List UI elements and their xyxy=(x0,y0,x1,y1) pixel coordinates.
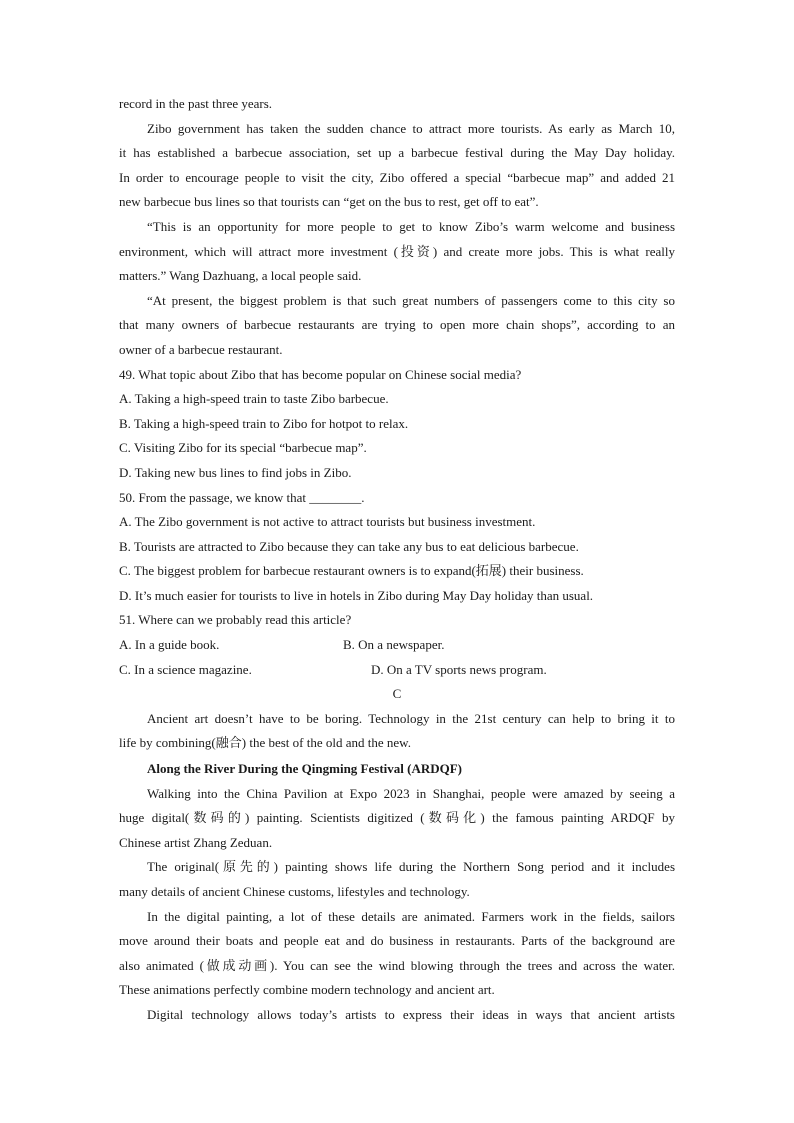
passage-b-line: In order to encourage people to visit the city, Zibo offered a special “barbecue map” and added 21 xyxy=(119,169,675,185)
question-49-stem: 49. What topic about Zibo that has become popular on Chinese social media? xyxy=(119,366,522,382)
question-50-option-a: A. The Zibo government is not active to attract tourists but business investment. xyxy=(119,514,536,530)
passage-c-line: These animations perfectly combine modern technology and ancient art. xyxy=(119,982,495,998)
passage-b-line: environment, which will attract more investment (投资) and create more jobs. This is what really xyxy=(119,243,675,259)
passage-b-line: it has established a barbecue association, set up a barbecue festival during the May Day holiday. xyxy=(119,145,675,161)
passage-c-line: many details of ancient Chinese customs, lifestyles and technology. xyxy=(119,884,470,899)
passage-b-line: Zibo government has taken the sudden chance to attract more tourists. As early as March 10, xyxy=(147,120,675,136)
question-51-options-row-2 xyxy=(119,658,675,683)
question-51-option-d: D. On a TV sports news program. xyxy=(371,661,547,677)
question-51-options-row-1 xyxy=(119,633,675,658)
passage-b-line: “At present, the biggest problem is that such great numbers of passengers come to this city so xyxy=(147,292,675,308)
question-49-option-c: C. Visiting Zibo for its special “barbecue map”. xyxy=(119,440,367,456)
passage-c-line: The original(原先的) painting shows life during the Northern Song period and it includes xyxy=(147,859,675,875)
passage-c-heading: Along the River During the Qingming Festival (ARDQF) xyxy=(147,761,462,777)
passage-b-line: owner of a barbecue restaurant. xyxy=(119,341,283,357)
question-49-option-a: A. Taking a high-speed train to taste Zibo barbecue. xyxy=(119,391,389,407)
passage-c-intro-line: Ancient art doesn’t have to be boring. Technology in the 21st century can help to bring it to xyxy=(147,710,675,726)
passage-b-line: record in the past three years. xyxy=(119,96,273,111)
passage-c-line: move around their boats and people eat and do business in restaurants. Parts of the background are xyxy=(119,933,675,949)
question-50-option-b: B. Tourists are attracted to Zibo because they can take any bus to eat delicious barbecue. xyxy=(119,538,579,554)
question-49-option-d: D. Taking new bus lines to find jobs in Zibo. xyxy=(119,464,352,480)
passage-c-intro-line: life by combining(融合) the best of the old and the new. xyxy=(119,735,411,751)
question-49-option-b: B. Taking a high-speed train to Zibo for hotpot to relax. xyxy=(119,415,409,431)
question-51-option-b: B. On a newspaper. xyxy=(343,637,445,653)
passage-c-line: Walking into the China Pavilion at Expo 2023 in Shanghai, people were amazed by seeing a xyxy=(147,785,675,801)
passage-c-line: In the digital painting, a lot of these details are animated. Farmers work in the fields, sailors xyxy=(147,908,675,924)
passage-c-line: also animated (做成动画). You can see the wind blowing through the trees and across the water. xyxy=(119,957,675,973)
question-50-stem: 50. From the passage, we know that ________. xyxy=(119,489,365,505)
question-51-option-a: A. In a guide book. xyxy=(119,637,220,653)
passage-c-line: Digital technology allows today’s artists to express their ideas in ways that ancient artists xyxy=(147,1006,675,1022)
question-50-option-d: D. It’s much easier for tourists to live in hotels in Zibo during May Day holiday than usual. xyxy=(119,587,594,603)
passage-b-line: that many owners of barbecue restaurants are trying to open more chain shops”, according to an xyxy=(119,317,675,333)
section-label-c: C xyxy=(392,686,402,702)
passage-c-line: huge digital(数码的) painting. Scientists digitized (数码化) the famous painting ARDQF by xyxy=(119,810,675,826)
question-51-stem: 51. Where can we probably read this article? xyxy=(119,612,352,628)
passage-b-line: “This is an opportunity for more people to get to know Zibo’s warm welcome and business xyxy=(147,218,675,234)
passage-b-line: new barbecue bus lines so that tourists can “get on the bus to rest, get off to eat”. xyxy=(119,194,539,210)
passage-c-line: Chinese artist Zhang Zeduan. xyxy=(119,834,273,850)
document-page xyxy=(119,92,675,1028)
question-51-option-c: C. In a science magazine. xyxy=(119,661,252,677)
passage-b-line: matters.” Wang Dazhuang, a local people said. xyxy=(119,268,362,284)
question-50-option-c: C. The biggest problem for barbecue restaurant owners is to expand(拓展) their business. xyxy=(119,563,584,579)
